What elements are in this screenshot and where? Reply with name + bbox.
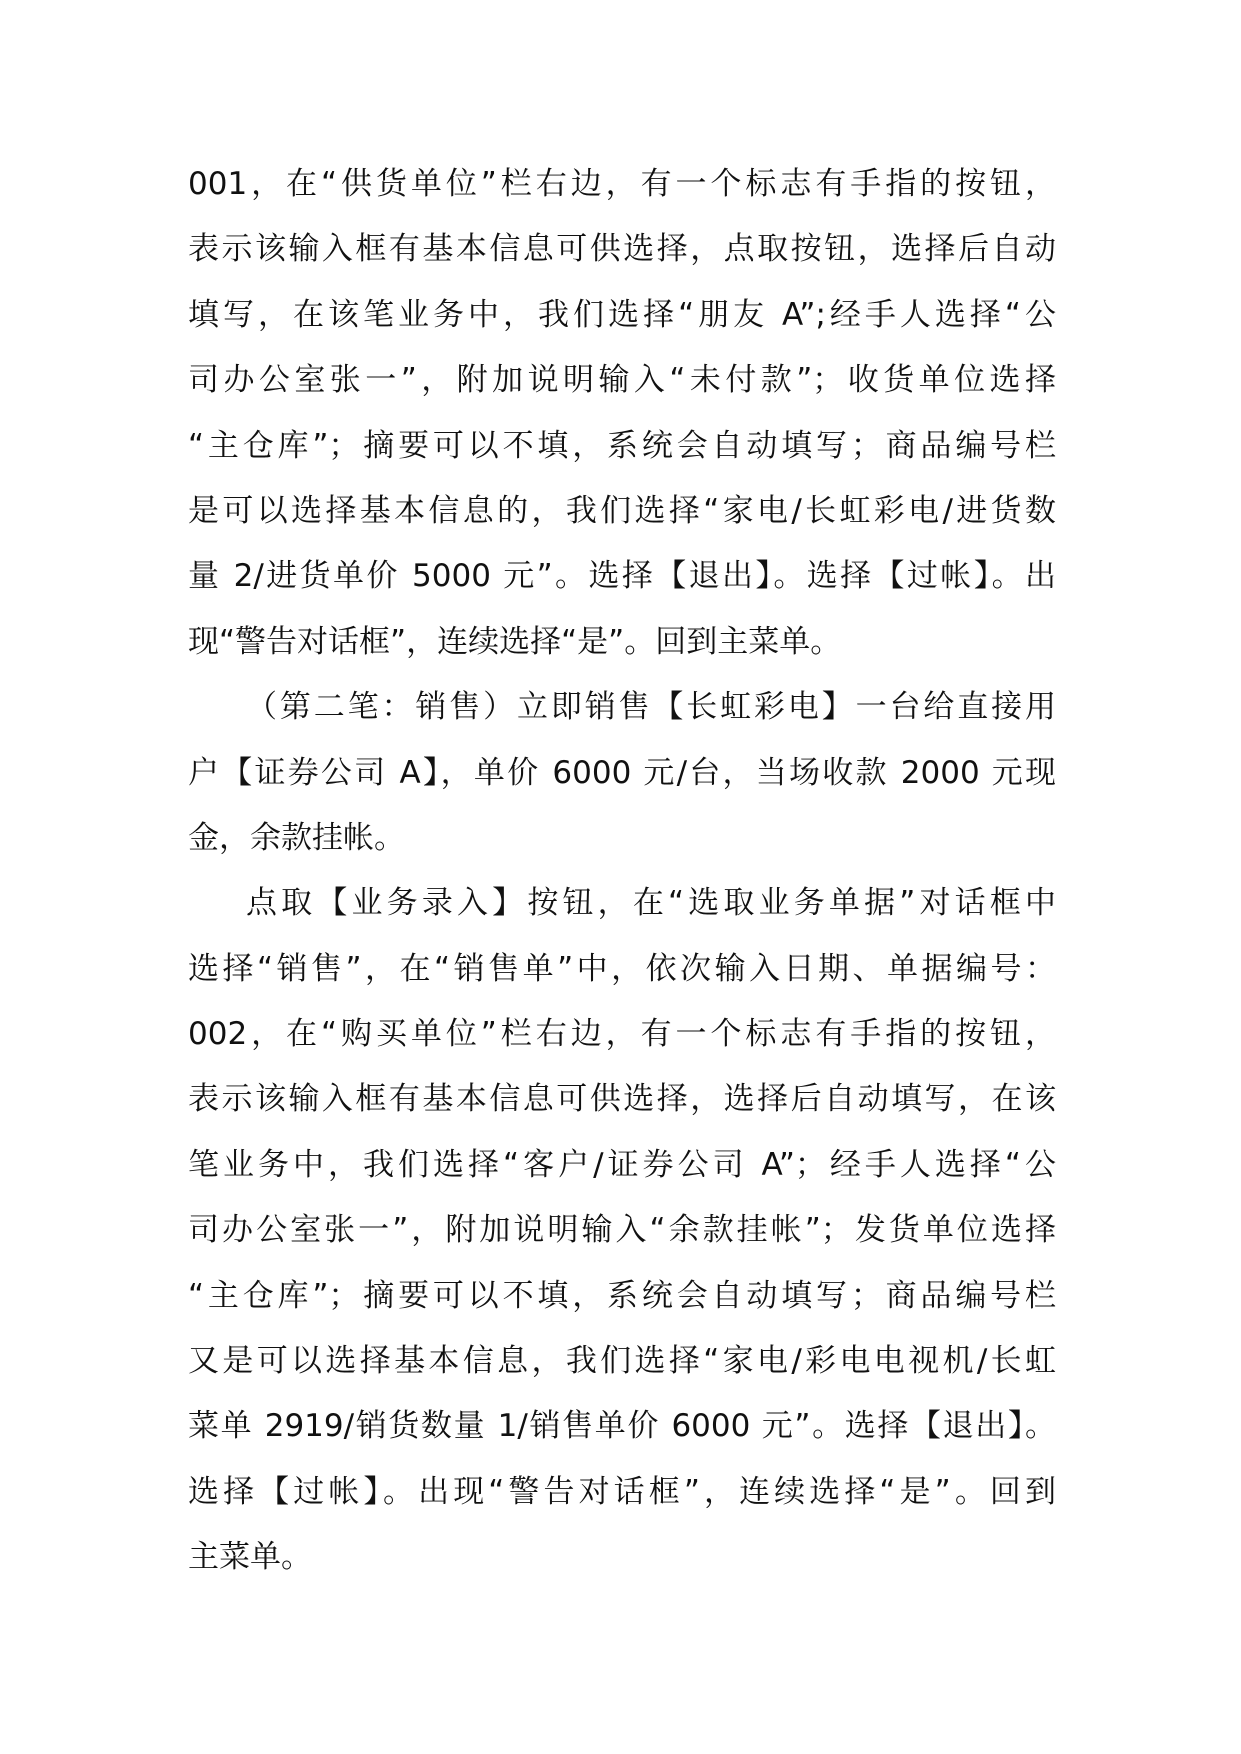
text-line: 现“警告对话框”，连续选择“是”。回到主菜单。 bbox=[188, 623, 842, 660]
text-line: 填写，在该笔业务中，我们选择“朋友 A”;经手人选择“公 bbox=[188, 296, 1056, 333]
text-line: 司办公室张一”，附加说明输入“未付款”；收货单位选择 bbox=[188, 362, 1056, 399]
text-line: 又是可以选择基本信息，我们选择“家电/彩电电视机/长虹 bbox=[188, 1343, 1056, 1380]
text-line: 选择【过帐】。出现“警告对话框”，连续选择“是”。回到 bbox=[188, 1473, 1056, 1510]
text-line: 主菜单。 bbox=[188, 1539, 312, 1576]
text-line: “主仓库”；摘要可以不填，系统会自动填写；商品编号栏 bbox=[188, 427, 1056, 464]
text-line: 点取【业务录入】按钮，在“选取业务单据”对话框中 bbox=[246, 885, 1056, 922]
text-line: 菜单 2919/销货数量 1/销售单价 6000 元”。选择【退出】。 bbox=[188, 1408, 1056, 1445]
text-line: 002，在“购买单位”栏右边，有一个标志有手指的按钮， bbox=[188, 1016, 1056, 1053]
text-line: 司办公室张一”，附加说明输入“余款挂帐”；发货单位选择 bbox=[188, 1212, 1056, 1249]
text-line: “主仓库”；摘要可以不填，系统会自动填写；商品编号栏 bbox=[188, 1277, 1056, 1314]
text-line: 笔业务中，我们选择“客户/证券公司 A”；经手人选择“公 bbox=[188, 1146, 1056, 1183]
text-line: 选择“销售”，在“销售单”中，依次输入日期、单据编号： bbox=[188, 950, 1056, 987]
text-line: 表示该输入框有基本信息可供选择，选择后自动填写，在该 bbox=[188, 1081, 1056, 1118]
text-line: 是可以选择基本信息的，我们选择“家电/长虹彩电/进货数 bbox=[188, 492, 1056, 529]
text-line: 量 2/进货单价 5000 元”。选择【退出】。选择【过帐】。出 bbox=[188, 558, 1056, 595]
paragraph-3 bbox=[188, 871, 1056, 1590]
document-body bbox=[188, 152, 1056, 1591]
text-line: 001，在“供货单位”栏右边，有一个标志有手指的按钮， bbox=[188, 166, 1056, 202]
paragraph-1 bbox=[188, 152, 1056, 675]
text-line: （第二笔：销售）立即销售【长虹彩电】一台给直接用 bbox=[246, 689, 1056, 726]
text-line: 户【证券公司 A】，单价 6000 元/台，当场收款 2000 元现 bbox=[188, 754, 1056, 791]
paragraph-2 bbox=[188, 675, 1056, 871]
text-line: 金，余款挂帐。 bbox=[188, 819, 405, 856]
text-line: 表示该输入框有基本信息可供选择，点取按钮，选择后自动 bbox=[188, 231, 1056, 268]
